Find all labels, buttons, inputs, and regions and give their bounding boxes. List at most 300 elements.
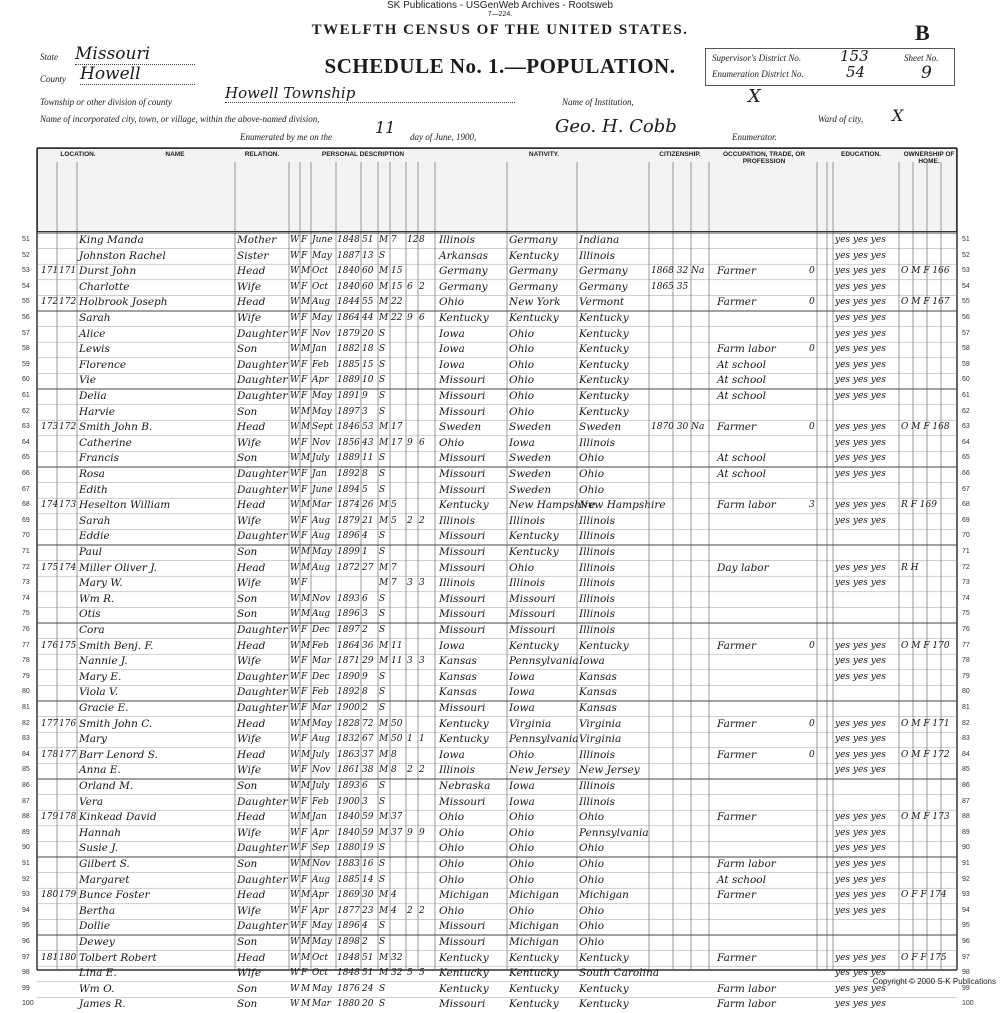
cell-ed: yes yes yes	[835, 375, 886, 386]
cell-bf: New Hampshire	[509, 499, 596, 512]
cell-imm	[651, 795, 715, 811]
cell-yr: 1840	[337, 812, 360, 823]
cell-yr: 1897	[337, 625, 360, 635]
cell-rel: Head	[237, 889, 266, 902]
cell-mo2	[809, 514, 821, 530]
cell-mo2	[809, 545, 821, 561]
cell-imm	[651, 498, 715, 514]
cell-own	[901, 826, 957, 842]
cell-fam	[59, 966, 77, 982]
cell-imm	[651, 701, 715, 717]
cell-ed	[835, 919, 899, 935]
table-row	[37, 904, 957, 920]
cell-fam	[59, 249, 77, 265]
cell-yr: 1896	[337, 609, 360, 620]
cell-yrs	[391, 919, 407, 935]
cell-rel: Head	[237, 499, 266, 512]
table-row	[37, 623, 957, 639]
cell-yrs	[391, 545, 407, 561]
cell-ch	[407, 935, 419, 951]
cell-mo2	[809, 670, 821, 686]
cell-yr: 1887	[337, 250, 360, 261]
cell-occ: Farmer	[717, 951, 757, 964]
cell-name: Tolbert Robert	[79, 951, 157, 964]
cell-race: W	[290, 781, 300, 791]
cell-dw	[41, 857, 59, 873]
cell-name: Holbrook Joseph	[79, 296, 168, 309]
cell-fam	[59, 779, 77, 795]
cell-bf: Ohio	[509, 842, 535, 855]
cell-b: Iowa	[439, 327, 465, 340]
line-number-right: 59	[962, 360, 970, 368]
table-row	[37, 405, 957, 421]
line-number-left: 57	[22, 329, 30, 337]
line-number-left: 81	[22, 704, 30, 711]
cell-imm	[651, 436, 715, 452]
cell-yr: 1871	[337, 656, 360, 667]
cell-ed: yes yes yes	[835, 281, 886, 292]
cell-ms: S	[379, 547, 386, 557]
cell-mo2	[809, 701, 821, 717]
cell-age: 59	[362, 827, 374, 838]
cell-race: W	[290, 437, 300, 448]
cell-name: Lewis	[79, 343, 110, 356]
cell-name: Cora	[79, 624, 105, 636]
cell-name: Mary W.	[79, 577, 123, 590]
cell-imm	[651, 748, 715, 764]
cell-rel: Daughter	[237, 358, 288, 371]
cell-race: W	[290, 968, 300, 979]
cell-yr: 1889	[337, 453, 360, 464]
cell-occ: Farmer	[717, 421, 757, 434]
line-number-left: 58	[22, 345, 30, 353]
cell-yr: 1897	[337, 406, 360, 417]
cell-age: 59	[362, 812, 374, 823]
cell-name: Sarah	[79, 312, 111, 324]
cell-liv	[419, 935, 433, 951]
cell-age: 60	[362, 266, 374, 277]
cell-b: Kentucky	[439, 951, 489, 964]
line-number-right: 79	[962, 672, 970, 680]
line-number-left: 94	[22, 906, 30, 914]
cell-ms: M	[379, 827, 389, 838]
cell-liv	[419, 982, 433, 998]
cell-yrs	[391, 997, 407, 1013]
cell-name: Kinkead David	[79, 811, 157, 824]
cell-occ	[717, 233, 809, 249]
cell-rel: Head	[237, 561, 266, 574]
cell-ms: S	[379, 687, 386, 698]
cell-mo2	[809, 249, 821, 265]
cell-occ	[717, 592, 809, 608]
cell-sex: M	[301, 500, 311, 511]
cell-bm: Virginia	[579, 717, 622, 730]
col-group-location: LOCATION.	[60, 151, 96, 158]
cell-b: Michigan	[439, 889, 489, 902]
cell-yrs	[391, 467, 407, 483]
cell-dw	[41, 763, 59, 779]
cell-imm	[651, 685, 715, 701]
cell-mo: May	[312, 921, 332, 932]
cell-mo: May	[312, 937, 332, 947]
table-row	[37, 373, 957, 389]
cell-ed: yes yes yes	[835, 734, 886, 745]
cell-occ	[717, 249, 809, 265]
cell-race: W	[290, 765, 300, 776]
cell-fam: 173	[59, 500, 77, 511]
cell-yrs	[391, 841, 407, 857]
cell-liv	[419, 779, 433, 795]
cell-yr: 1856	[337, 437, 360, 448]
cell-yrs: 17	[391, 422, 403, 433]
cell-ed: yes yes yes	[835, 874, 886, 885]
cell-rel: Son	[237, 982, 258, 995]
cell-race: W	[290, 578, 300, 589]
line-number-right: 64	[962, 438, 970, 446]
cell-name: Dewey	[79, 936, 115, 948]
cell-imm	[651, 717, 715, 733]
cell-yr: 1840	[337, 281, 360, 292]
cell-sex: F	[301, 656, 308, 667]
line-number-right: 58	[962, 345, 970, 353]
cell-bm: Ohio	[579, 936, 605, 948]
cell-ed: yes yes yes	[835, 656, 886, 667]
cell-ms: M	[379, 734, 389, 745]
cell-race: W	[290, 359, 300, 370]
cell-occ: Farm labor	[717, 998, 776, 1011]
line-number-left: 63	[22, 423, 30, 431]
cell-fam	[59, 451, 77, 467]
cell-name: Catherine	[79, 436, 132, 449]
sheet-label: Sheet No.	[904, 53, 939, 63]
cell-fam	[59, 576, 77, 592]
cell-liv	[419, 467, 433, 483]
cell-b: Ohio	[439, 858, 465, 870]
line-number-right: 99	[962, 984, 970, 992]
cell-mo: Mar	[312, 999, 331, 1010]
cell-ch	[407, 997, 419, 1013]
cell-mo: May	[312, 718, 332, 729]
cell-rel: Son	[237, 343, 258, 356]
line-number-left: 86	[22, 782, 30, 789]
cell-dw: 171	[41, 266, 59, 277]
cell-mo: Oct	[312, 266, 329, 277]
cell-bf: Illinois	[509, 577, 546, 590]
cell-yrs	[391, 389, 407, 405]
cell-sex: F	[301, 905, 308, 916]
line-number-left: 62	[22, 407, 30, 415]
cell-mo: Aug	[312, 515, 331, 526]
line-number-left: 85	[22, 766, 30, 774]
cell-ch: 2	[407, 515, 413, 526]
cell-race: W	[290, 921, 300, 932]
cell-sex: F	[301, 359, 308, 370]
cell-bf: Missouri	[509, 592, 556, 605]
cell-ms: S	[379, 531, 386, 542]
cell-imm	[651, 935, 715, 951]
cell-age: 51	[362, 235, 374, 245]
line-number-left: 52	[22, 251, 30, 259]
cell-age: 20	[362, 328, 374, 339]
cell-own: O M F 168	[901, 422, 950, 433]
cell-mo2: 0	[809, 266, 815, 277]
schedule-title: SCHEDULE No. 1.—POPULATION.	[324, 54, 676, 78]
cell-mo2	[809, 327, 821, 343]
cell-age: 55	[362, 297, 374, 308]
line-number-left: 82	[22, 719, 30, 727]
cell-dw	[41, 982, 59, 998]
cell-ch	[407, 748, 419, 764]
cell-fam	[59, 701, 77, 717]
cell-mo2	[809, 810, 821, 826]
cell-name: Wm O.	[79, 982, 115, 995]
cell-dw	[41, 997, 59, 1013]
cell-ch	[407, 467, 419, 483]
line-number-right: 61	[962, 392, 970, 399]
line-number-right: 100	[962, 1000, 974, 1008]
cell-sex: M	[301, 952, 311, 963]
cell-race: W	[290, 515, 300, 526]
cell-fam	[59, 233, 77, 249]
cell-liv	[419, 857, 433, 873]
cell-b: Kansas	[439, 670, 477, 683]
cell-mo2	[809, 951, 821, 967]
cell-yrs	[391, 483, 407, 499]
cell-name: Susie J.	[79, 842, 118, 855]
cell-name: Heselton William	[79, 499, 171, 512]
cell-b: Kentucky	[439, 717, 489, 730]
cell-b: Kentucky	[439, 499, 489, 512]
cell-yr: 1896	[337, 531, 360, 542]
cell-rel: Son	[237, 998, 258, 1011]
cell-imm	[651, 249, 715, 265]
col-group-name: NAME	[165, 151, 185, 158]
cell-rel: Head	[237, 811, 266, 824]
cell-rel: Son	[237, 780, 258, 792]
cell-ch	[407, 919, 419, 935]
cell-imm	[651, 873, 715, 889]
cell-rel: Wife	[237, 577, 262, 590]
table-row	[37, 342, 957, 358]
cell-imm	[651, 451, 715, 467]
cell-ms: S	[379, 781, 386, 791]
cell-ed	[835, 607, 899, 623]
cell-occ: At school	[717, 452, 766, 465]
cell-age: 3	[362, 796, 368, 807]
cell-imm	[651, 779, 715, 795]
cell-b: Illinois	[439, 234, 476, 246]
cell-dw	[41, 654, 59, 670]
cell-sex: F	[301, 625, 308, 635]
line-number-left: 60	[22, 376, 30, 384]
cell-ch	[407, 810, 419, 826]
cell-dw	[41, 670, 59, 686]
cell-name: Miller Oliver J.	[79, 561, 157, 574]
cell-b: Missouri	[439, 405, 486, 418]
cell-mo2	[809, 576, 821, 592]
cell-ed	[835, 529, 899, 545]
line-number-right: 66	[962, 470, 970, 477]
cell-race: W	[290, 859, 300, 869]
cell-name: Nannie J.	[79, 655, 128, 668]
cell-ed	[835, 545, 899, 561]
cell-race: W	[290, 874, 300, 885]
district-box	[705, 48, 955, 86]
cell-ms: S	[379, 937, 386, 947]
cell-sex: F	[301, 671, 308, 682]
cell-own	[901, 451, 957, 467]
cell-mo: Nov	[312, 328, 331, 339]
cell-race: W	[290, 422, 300, 433]
line-number-left: 80	[22, 688, 30, 696]
col-group-personal: PERSONAL DESCRIPTION	[321, 151, 405, 158]
cell-fam	[59, 857, 77, 873]
cell-mo: Feb	[312, 687, 329, 698]
cell-race: W	[290, 703, 300, 713]
cell-ms: M	[379, 281, 389, 292]
cell-name: Lina E.	[79, 967, 117, 980]
cell-bf: Kentucky	[509, 312, 559, 324]
cell-occ: Farm labor	[717, 499, 776, 512]
table-row	[37, 935, 957, 951]
cell-mo: Apr	[312, 890, 329, 901]
line-number-right: 88	[962, 813, 970, 821]
cell-b: Missouri	[439, 546, 486, 558]
cell-mo2	[809, 436, 821, 452]
cell-ed	[835, 685, 899, 701]
cell-ch	[407, 342, 419, 358]
cell-bm: Germany	[579, 265, 628, 278]
cell-bf: Ohio	[509, 405, 535, 418]
cell-occ: At school	[717, 390, 766, 402]
table-row	[37, 436, 957, 452]
line-number-right: 85	[962, 766, 970, 774]
cell-own	[901, 405, 957, 421]
cell-occ	[717, 966, 809, 982]
cell-bf: Kentucky	[509, 639, 559, 652]
cell-bf: Kentucky	[509, 530, 559, 543]
cell-yr: 1861	[337, 765, 360, 776]
ward-value: X	[892, 106, 904, 125]
cell-ed: yes yes yes	[835, 391, 886, 401]
cell-mo2: 0	[809, 422, 815, 433]
cell-ed	[835, 592, 899, 608]
cell-yr: 1879	[337, 328, 360, 339]
cell-ch	[407, 405, 419, 421]
cell-ms: M	[379, 812, 389, 823]
cell-ms: M	[379, 968, 389, 979]
cell-occ	[717, 904, 809, 920]
cell-rel: Daughter	[237, 483, 288, 496]
township-value: Howell Township	[225, 84, 515, 103]
cell-imm	[651, 826, 715, 842]
cell-fam	[59, 545, 77, 561]
cell-occ	[717, 405, 809, 421]
cell-race: W	[290, 827, 300, 838]
cell-imm	[651, 358, 715, 374]
cell-own	[901, 779, 957, 795]
table-row	[37, 467, 957, 483]
cell-mo: Nov	[312, 765, 331, 776]
cell-ed: yes yes yes	[835, 968, 886, 979]
cell-own	[901, 873, 957, 889]
cell-yr: 1900	[337, 796, 360, 807]
cell-ch	[407, 592, 419, 608]
cell-dw: 177	[41, 718, 59, 729]
cell-mo2	[809, 904, 821, 920]
cell-own	[901, 732, 957, 748]
cell-rel: Wife	[237, 280, 262, 293]
cell-ms: S	[379, 859, 386, 869]
cell-ch	[407, 249, 419, 265]
cell-ms: S	[379, 391, 386, 401]
cell-dw	[41, 280, 59, 296]
line-number-right: 74	[962, 594, 970, 602]
cell-bm: Ohio	[579, 483, 605, 496]
cell-liv	[419, 748, 433, 764]
cell-age: 9	[362, 391, 368, 401]
cell-sex: F	[301, 515, 308, 526]
cell-occ: Farmer	[717, 296, 757, 309]
cell-yrs: 8	[391, 749, 397, 760]
cell-liv: 5	[419, 968, 425, 979]
cell-name: Orland M.	[79, 780, 134, 792]
cell-bm: Kentucky	[579, 951, 629, 964]
cell-liv	[419, 717, 433, 733]
cell-fam	[59, 311, 77, 327]
cell-b: Arkansas	[439, 249, 489, 262]
city-label: Name of incorporated city, town, or village, within the above-named division,	[40, 114, 320, 124]
cell-ms: M	[379, 765, 389, 776]
cell-rel: Wife	[237, 733, 262, 746]
cell-ms: S	[379, 469, 386, 479]
cell-ed: yes yes yes	[835, 469, 886, 479]
cell-imm	[651, 592, 715, 608]
cell-dw	[41, 373, 59, 389]
cell-own	[901, 592, 957, 608]
cell-age: 18	[362, 344, 374, 355]
cell-bf: Kentucky	[509, 998, 559, 1011]
table-row	[37, 717, 957, 733]
cell-b: Missouri	[439, 608, 486, 621]
enumerator-value: Geo. H. Cobb	[555, 116, 677, 137]
cell-rel: Wife	[237, 904, 262, 917]
cell-rel: Daughter	[237, 842, 288, 855]
cell-yr: 1896	[337, 921, 360, 932]
cell-imm	[651, 857, 715, 873]
cell-liv	[419, 841, 433, 857]
cell-imm	[651, 623, 715, 639]
cell-occ	[717, 732, 809, 748]
cell-bm: Kansas	[579, 686, 617, 699]
cell-dw	[41, 873, 59, 889]
cell-sex: F	[301, 796, 308, 807]
line-number-left: 65	[22, 454, 30, 462]
cell-mo2: 3	[809, 500, 815, 511]
cell-b: Germany	[439, 265, 488, 278]
cell-liv	[419, 249, 433, 265]
cell-liv: 3	[419, 656, 425, 667]
cell-yrs: 22	[391, 297, 403, 308]
table-row	[37, 639, 957, 655]
cell-yr: 1880	[337, 999, 360, 1010]
cell-own: O M F 167	[901, 297, 950, 308]
cell-bm: Illinois	[579, 608, 616, 621]
line-number-left: 89	[22, 828, 30, 836]
cell-ms: S	[379, 983, 386, 994]
cell-own	[901, 763, 957, 779]
cell-yrs	[391, 373, 407, 389]
